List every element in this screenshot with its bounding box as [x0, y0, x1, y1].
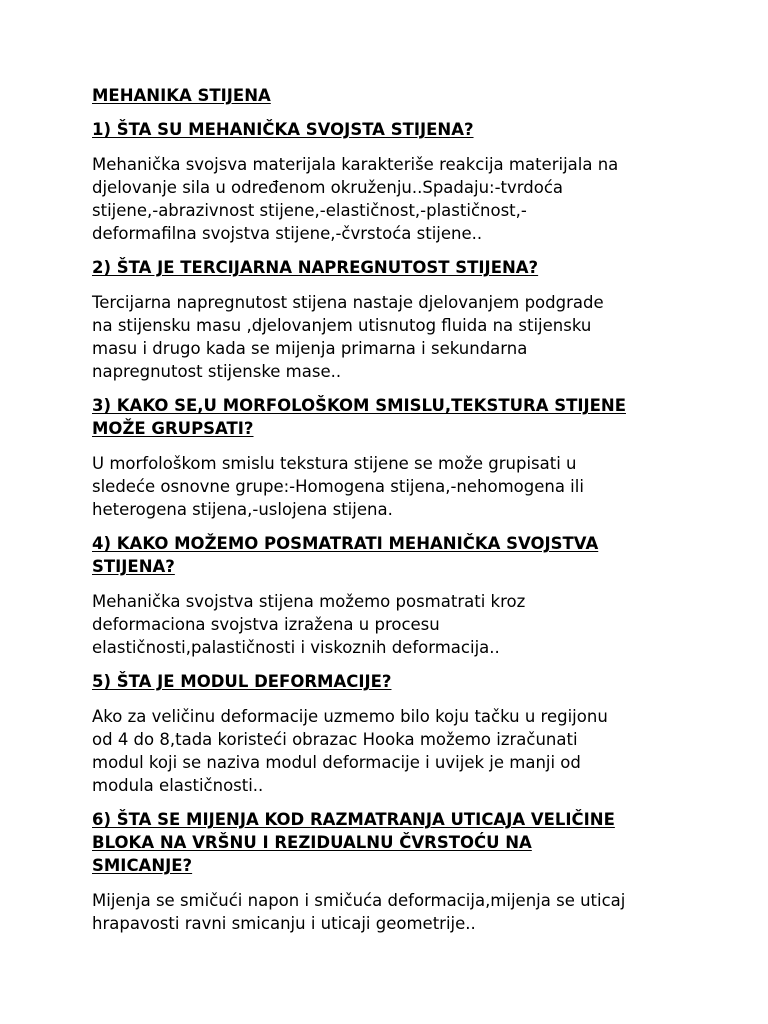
question-heading: MOŽE GRUPSATI?	[92, 419, 254, 438]
answer-line: stijene,-abrazivnost stijene,-elastičnost,-plastičnost,-	[92, 201, 527, 220]
question-heading: STIJENA?	[92, 557, 175, 576]
question-heading: BLOKA NA VRŠNU I REZIDUALNU ČVRSTOĆU NA	[92, 833, 532, 852]
answer-line: sledeće osnovne grupe:-Homogena stijena,-nehomogena ili	[92, 477, 584, 496]
answer-line: Mehanička svojstva stijena možemo posmatrati kroz	[92, 592, 526, 611]
question-heading: 5) ŠTA JE MODUL DEFORMACIJE?	[92, 672, 392, 691]
answer-line: Mehanička svojsva materijala karakteriše reakcija materijala na	[92, 155, 619, 174]
answer-line: hrapavosti ravni smicanju i uticaji geometrije..	[92, 914, 476, 933]
answer-line: deformaciona svojstva izražena u procesu	[92, 615, 440, 634]
answer-line: Mijenja se smičući napon i smičuća deformacija,mijenja se uticaj	[92, 891, 626, 910]
answer-line: napregnutost stijenske mase..	[92, 362, 342, 381]
answer-line: modul koji se naziva modul deformacije i uvijek je manji od	[92, 753, 581, 772]
document-title: MEHANIKA STIJENA	[92, 86, 271, 105]
question-heading: 3) KAKO SE,U MORFOLOŠKOM SMISLU,TEKSTURA STIJENE	[92, 396, 626, 415]
question-heading: SMICANJE?	[92, 856, 193, 875]
answer-line: djelovanje sila u određenom okruženju..Spadaju:-tvrdoća	[92, 178, 564, 197]
answer-line: od 4 do 8,tada koristeći obrazac Hooka možemo izračunati	[92, 730, 578, 749]
answer-line: masu i drugo kada se mijenja primarna i sekundarna	[92, 339, 528, 358]
answer-line: heterogena stijena,-uslojena stijena.	[92, 500, 393, 519]
question-heading: 4) KAKO MOŽEMO POSMATRATI MEHANIČKA SVOJSTVA	[92, 534, 599, 553]
question-heading: 2) ŠTA JE TERCIJARNA NAPREGNUTOST STIJENA?	[92, 258, 539, 277]
answer-line: deformafilna svojstva stijene,-čvrstoća stijene..	[92, 224, 483, 243]
answer-line: elastičnosti,palastičnosti i viskoznih deformacija..	[92, 638, 500, 657]
answer-line: modula elastičnosti..	[92, 776, 264, 795]
question-heading: 6) ŠTA SE MIJENJA KOD RAZMATRANJA UTICAJA VELIČINE	[92, 810, 615, 829]
question-heading: 1) ŠTA SU MEHANIČKA SVOJSTA STIJENA?	[92, 120, 474, 139]
answer-line: na stijensku masu ,djelovanjem utisnutog fluida na stijensku	[92, 316, 592, 335]
answer-line: Tercijarna napregnutost stijena nastaje djelovanjem podgrade	[92, 293, 604, 312]
answer-line: U morfološkom smislu tekstura stijene se može grupisati u	[92, 454, 577, 473]
answer-line: Ako za veličinu deformacije uzmemo bilo koju tačku u regijonu	[92, 707, 608, 726]
